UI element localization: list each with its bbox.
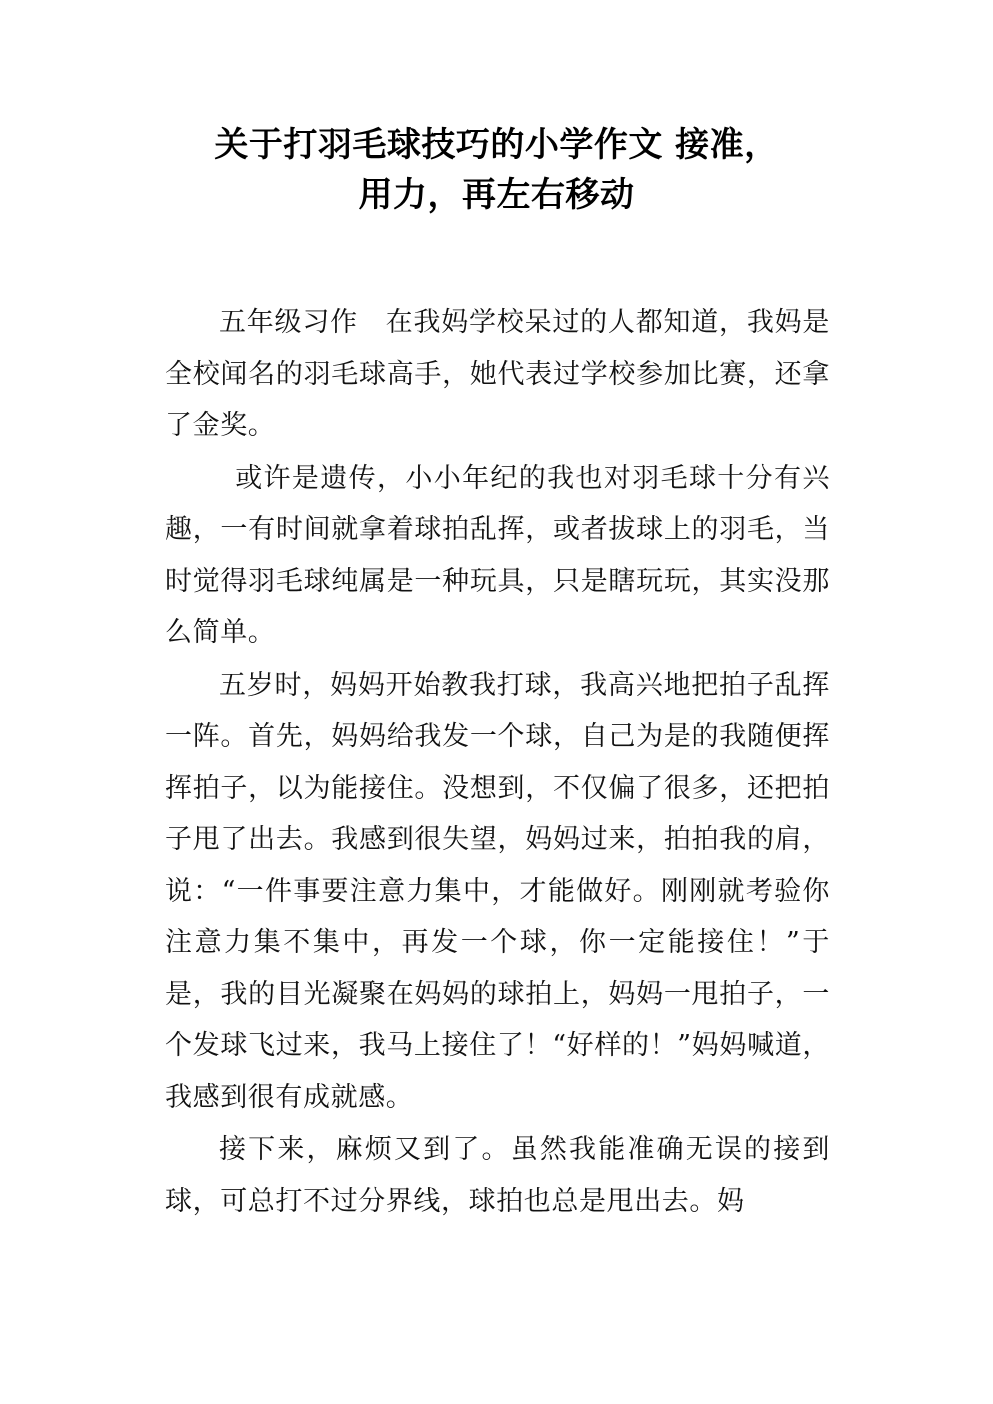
paragraph-1: 五年级习作 在我妈学校呆过的人都知道，我妈是全校闻名的羽毛球高手，她代表过学校参加比赛，还拿了金奖。 [165, 307, 830, 441]
title-line-1: 关于打羽毛球技巧的小学作文 接准， [214, 125, 779, 165]
paragraph-3: 五岁时，妈妈开始教我打球，我高兴地把拍子乱挥一阵。首先，妈妈给我发一个球，自己为是的我随便挥挥拍子，以为能接住。没想到，不仅偏了很多，还把拍子甩了出去。我感到很失望，妈妈过来，拍拍我的肩，说：“一件事要注意力集中，才能做好。刚刚就考验你注意力集不集中，再发一个球，你一定能接住！”于是，我的目光凝聚在妈妈的球拍上，妈妈一甩拍子，一个发球飞过来，我马上接住了！“好样的！”妈妈喊道，我感到很有成就感。 [165, 669, 830, 1113]
paragraph-4: 接下来，麻烦又到了。虽然我能准确无误的接到球，可总打不过分界线，球拍也总是甩出去。妈 [165, 1134, 830, 1217]
document-title [140, 120, 853, 220]
paragraph-2: 或许是遗传，小小年纪的我也对羽毛球十分有兴趣，一有时间就拿着球拍乱挥，或者拔球上的羽毛，当时觉得羽毛球纯属是一种玩具，只是瞎玩玩，其实没那么简单。 [165, 462, 830, 648]
title-line-2: 用力，再左右移动 [358, 175, 635, 215]
document-body [165, 297, 830, 1228]
